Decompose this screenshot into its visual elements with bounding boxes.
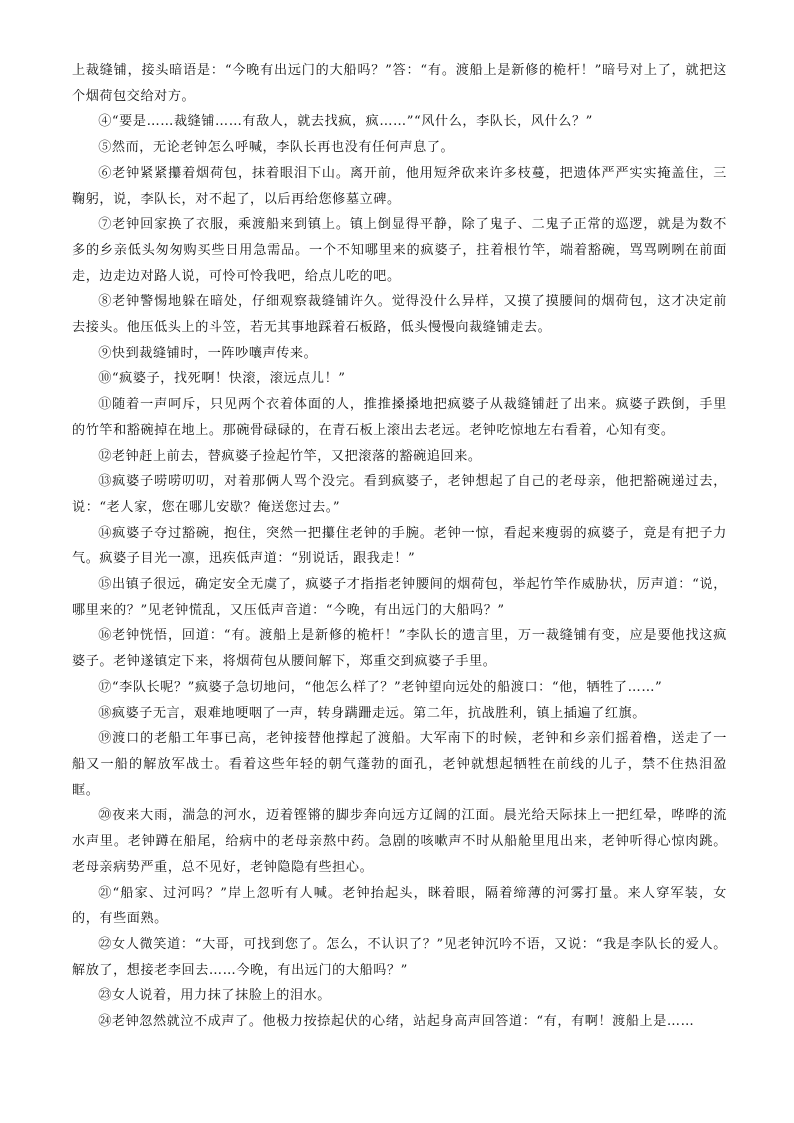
paragraph: ⑥老钟紧紧攥着烟荷包，抹着眼泪下山。离开前，他用短斧砍来许多枝蔓，把遗体严严实实掩盖住，三鞠躬，说，李队长，对不起了，以后再给您修墓立碑。 <box>72 165 727 207</box>
paragraph: ㉔老钟忽然就泣不成声了。他极力按捺起伏的心绪，站起身高声回答道：“有，有啊！渡船上是…… <box>98 1014 695 1030</box>
paragraph: ⑮出镇子很远，确定安全无虞了，疯婆子才指指老钟腰间的烟荷包，举起竹竿作威胁状，厉声道：“说，哪里来的？”见老钟慌乱，又压低声音道：“今晚，有出远门的大船吗？” <box>72 577 727 618</box>
paragraph: ⑭疯婆子夺过豁碗，抱住，突然一把攥住老钟的手腕。老钟一惊，看起来瘦弱的疯婆子，竟是有把子力气。疯婆子目光一凛，迅疾低声道：“别说话，跟我走！” <box>72 525 727 567</box>
paragraph: ⑫老钟赶上前去，替疯婆子捡起竹竿，又把滚落的豁碗追回来。 <box>98 448 482 464</box>
document-page <box>72 58 727 1035</box>
paragraph: ⑰“李队长呢？”疯婆子急切地问，“他怎么样了？”老钟望向远处的船渡口：“他，牺牲了……” <box>98 679 663 695</box>
paragraph: ⑳夜来大雨，湍急的河水，迈着铿锵的脚步奔向远方辽阔的江面。晨光给天际抹上一把红晕，哗哗的流水声里。老钟蹲在船尾，给病中的老母亲熬中药。急剧的咳嗽声不时从船舱里甩出来，老钟听得心惊肉跳。老母亲病势严重，总不见好，老钟隐隐有些担心。 <box>72 808 727 875</box>
paragraph: ⑤然而，无论老钟怎么呼喊，李队长再也没有任何声息了。 <box>98 140 455 156</box>
paragraph: ⑦老钟回家换了衣服，乘渡船来到镇上。镇上倒显得平静，除了鬼子、二鬼子正常的巡逻，就是为数不多的乡亲低头匆匆购买些日用急需品。一个不知哪里来的疯婆子，拄着根竹竿，端着豁碗，骂骂咧咧在前面走，边走边对路人说，可怜可怜我吧，给点儿吃的吧。 <box>72 217 727 284</box>
paragraph: ⑩“疯婆子，找死啊！快滚，滚远点儿！” <box>98 371 346 387</box>
paragraph: ⑧老钟警惕地躲在暗处，仔细观察裁缝铺许久。觉得没什么异样，又摸了摸腰间的烟荷包，这才决定前去接头。他压低头上的斗笠，若无其事地踩着石板路，低头慢慢向裁缝铺走去。 <box>72 294 727 336</box>
paragraph: ⑱疯婆子无言，艰难地哽咽了一声，转身蹒跚走远。第二年，抗战胜利，镇上插遍了红旗。 <box>98 705 646 721</box>
paragraph: ㉑“船家、过河吗？”岸上忽听有人喊。老钟抬起头，眯着眼，隔着缔薄的河雾打量。来人穿军装，女的，有些面熟。 <box>72 885 727 927</box>
paragraph: ⑨快到裁缝铺时，一阵吵嚷声传来。 <box>98 345 318 361</box>
paragraph: ⑯老钟恍悟，回道：“有。渡船上是新修的桅杆！”李队长的遗言里，万一裁缝铺有变，应是要他找这疯婆子。老钟遂镇定下来，将烟荷包从腰间解下，郑重交到疯婆子手里。 <box>72 628 727 670</box>
paragraph: ⑲渡口的老船工年事已高，老钟接替他撑起了渡船。大军南下的时候，老钟和乡亲们摇着橹，送走了一船又一船的解放军战士。看着这些年轻的朝气蓬勃的面孔，老钟就想起牺牲在前线的儿子，禁不住热泪盈眶。 <box>72 731 727 798</box>
paragraph: ④“要是……裁缝铺……有敌人，就去找疯，疯……”“风什么，李队长，风什么？” <box>98 114 593 130</box>
paragraph: ㉒女人微笑道：“大哥，可找到您了。怎么，不认识了？”见老钟沉吟不语，又说：“我是李队长的爱人。解放了，想接老李回去……今晚，有出远门的大船吗？” <box>72 936 727 978</box>
paragraph: ⑪随着一声呵斥，只见两个衣着体面的人，推推搡搡地把疯婆子从裁缝铺赶了出来。疯婆子跌倒，手里的竹竿和豁碗掉在地上。那碗骨碌碌的，在青石板上滚出去老远。老钟吃惊地左右看着，心知有变。 <box>72 397 727 438</box>
paragraph: ㉓女人说着，用力抹了抹脸上的泪水。 <box>98 988 331 1004</box>
paragraph: 上裁缝铺，接头暗语是：“今晚有出远门的大船吗？”答：“有。渡船上是新修的桅杆！”暗号对上了，就把这个烟荷包交给对方。 <box>72 63 727 104</box>
paragraph: ⑬疯婆子唠唠叨叨，对着那俩人骂个没完。看到疯婆子，老钟想起了自己的老母亲，他把豁碗递过去，说：“老人家，您在哪儿安歇？俺送您过去。” <box>72 474 727 515</box>
